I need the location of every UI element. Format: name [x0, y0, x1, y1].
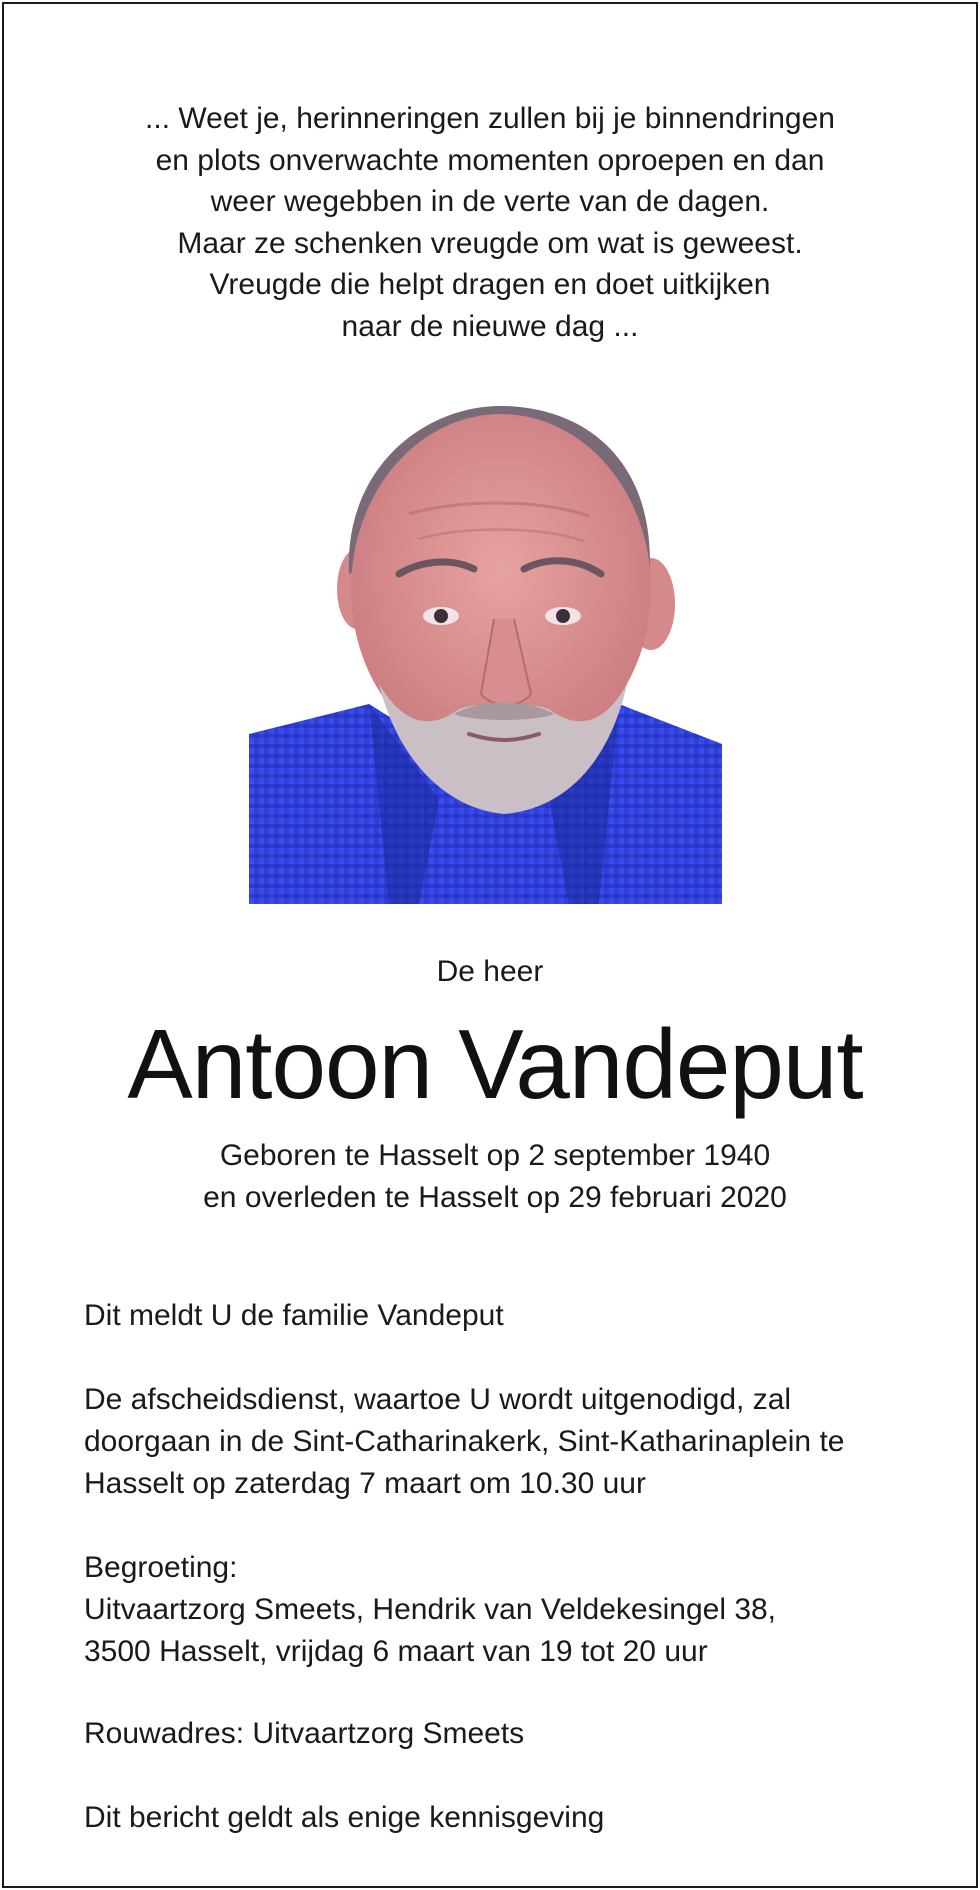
- birth-line: Geboren te Hasselt op 2 september 1940: [219, 1139, 771, 1172]
- portrait-illustration: [249, 404, 722, 904]
- visitation-line: Uitvaartzorg Smeets, Hendrik van Veldekesingel 38,: [84, 1593, 777, 1626]
- birth-death-dates: [0, 1135, 980, 1219]
- service-line: Hasselt op zaterdag 7 maart om 10.30 uur: [84, 1467, 646, 1500]
- poem-line: en plots onverwachte momenten oproepen en dan: [155, 143, 825, 177]
- notice-statement: [84, 1797, 944, 1839]
- service-line: doorgaan in de Sint-Catharinakerk, Sint-Katharinaplein te: [84, 1425, 845, 1458]
- family-notice: [84, 1295, 944, 1337]
- funeral-service: [84, 1379, 944, 1505]
- mourning-address-line: Rouwadres: Uitvaartzorg Smeets: [84, 1717, 525, 1750]
- notice-line: Dit bericht geldt als enige kennisgeving: [84, 1801, 605, 1834]
- family-line: Dit meldt U de familie Vandeput: [84, 1299, 504, 1332]
- poem-line: Maar ze schenken vreugde om wat is geweest.: [177, 226, 803, 260]
- poem-line: naar de nieuwe dag ...: [341, 309, 639, 343]
- visitation-info: [84, 1547, 944, 1673]
- mourning-address: [84, 1713, 944, 1755]
- deceased-name: Antoon Vandeput: [127, 1009, 863, 1119]
- service-line: De afscheidsdienst, waartoe U wordt uitgenodigd, zal: [84, 1383, 792, 1416]
- honorific: De heer: [436, 955, 544, 988]
- poem-line: Vreugde die helpt dragen en doet uitkijken: [209, 268, 771, 301]
- visitation-line: 3500 Hasselt, vrijdag 6 maart van 19 tot 20 uur: [84, 1635, 708, 1668]
- poem: [0, 98, 980, 347]
- poem-line: ... Weet je, herinneringen zullen bij je binnendringen: [145, 102, 835, 135]
- death-line: en overleden te Hasselt op 29 februari 2020: [203, 1181, 787, 1214]
- portrait-photo: [249, 404, 722, 904]
- poem-line: weer wegebben in de verte van de dagen.: [210, 185, 770, 218]
- visitation-line: Begroeting:: [84, 1551, 238, 1584]
